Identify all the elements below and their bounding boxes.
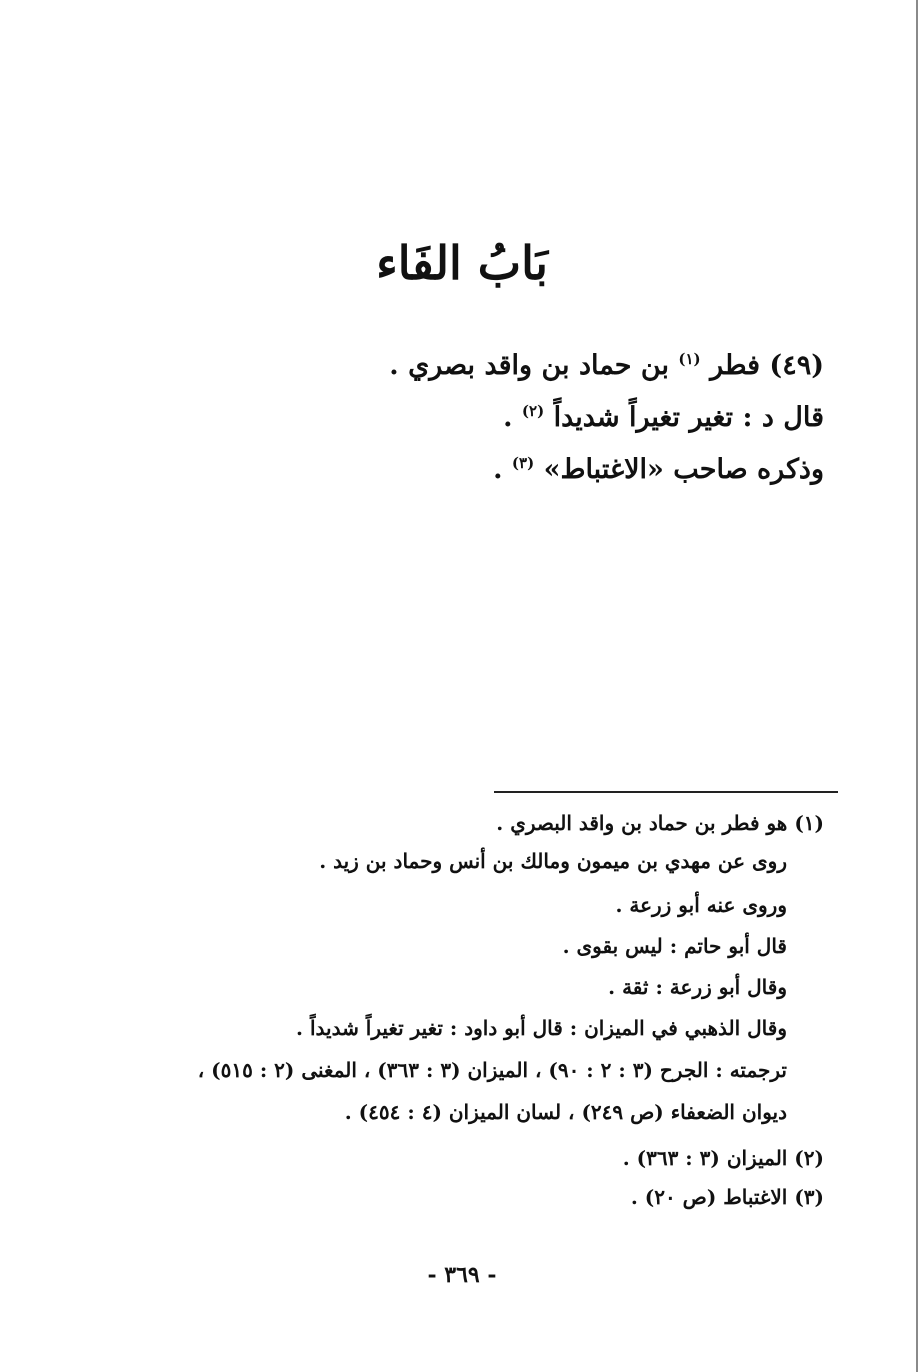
entry-number-and-name: (٤٩) فطر: [710, 350, 824, 381]
footnote-2: (٢) الميزان (٣ : ٣٦٣) .: [622, 1146, 824, 1170]
footnote-1-narrated-from: روى عن مهدي بن ميمون ومالك بن أنس وحماد بن زيد .: [319, 849, 787, 873]
footnote-1-sources: ترجمته : الجرح (٣ : ٢ : ٩٠) ، الميزان (٣ : ٣٦٣) ، المغنى (٢ : ٥١٥) ،: [197, 1058, 787, 1082]
footnote-ref-2: (٢): [521, 402, 545, 420]
footnote-3: (٣) الاغتباط (ص ٢٠) .: [630, 1185, 824, 1209]
footnote-1-sources-cont: ديوان الضعفاء (ص ٢٤٩) ، لسان الميزان (٤ : ٤٥٤) .: [344, 1100, 787, 1124]
chapter-title: بَابُ الفَاء: [376, 236, 548, 290]
entry-line-1: [84, 346, 824, 386]
footnote-ref-1: (١): [678, 350, 701, 368]
footnote-1-title: (١) هو فطر بن حماد بن واقد البصري .: [496, 811, 824, 835]
footnote-1-abu-hatim: قال أبو حاتم : ليس بقوى .: [562, 934, 787, 958]
entry-statement: قال د : تغير تغيراً شديداً: [553, 402, 824, 433]
footnote-1-dhahabi: وقال الذهبي في الميزان : قال أبو داود : تغير تغيراً شديداً .: [296, 1016, 787, 1040]
scan-edge-line: [916, 0, 918, 1372]
footnote-ref-3: (٣): [511, 454, 535, 472]
footnote-divider: [494, 791, 838, 793]
entry-line-2: [84, 398, 824, 438]
footnote-1-abu-zura: وقال أبو زرعة : ثقة .: [608, 975, 787, 999]
entry-line-3: [84, 450, 824, 490]
entry-lineage: بن حماد بن واقد بصري .: [389, 350, 669, 381]
entry-line-3-end: .: [493, 454, 503, 485]
entry-line-2-end: .: [503, 402, 513, 433]
page-number: - ٣٦٩ -: [427, 1262, 497, 1288]
entry-mention: وذكره صاحب «الاغتباط»: [543, 454, 824, 485]
footnote-1-narrated-by: وروى عنه أبو زرعة .: [615, 893, 787, 917]
